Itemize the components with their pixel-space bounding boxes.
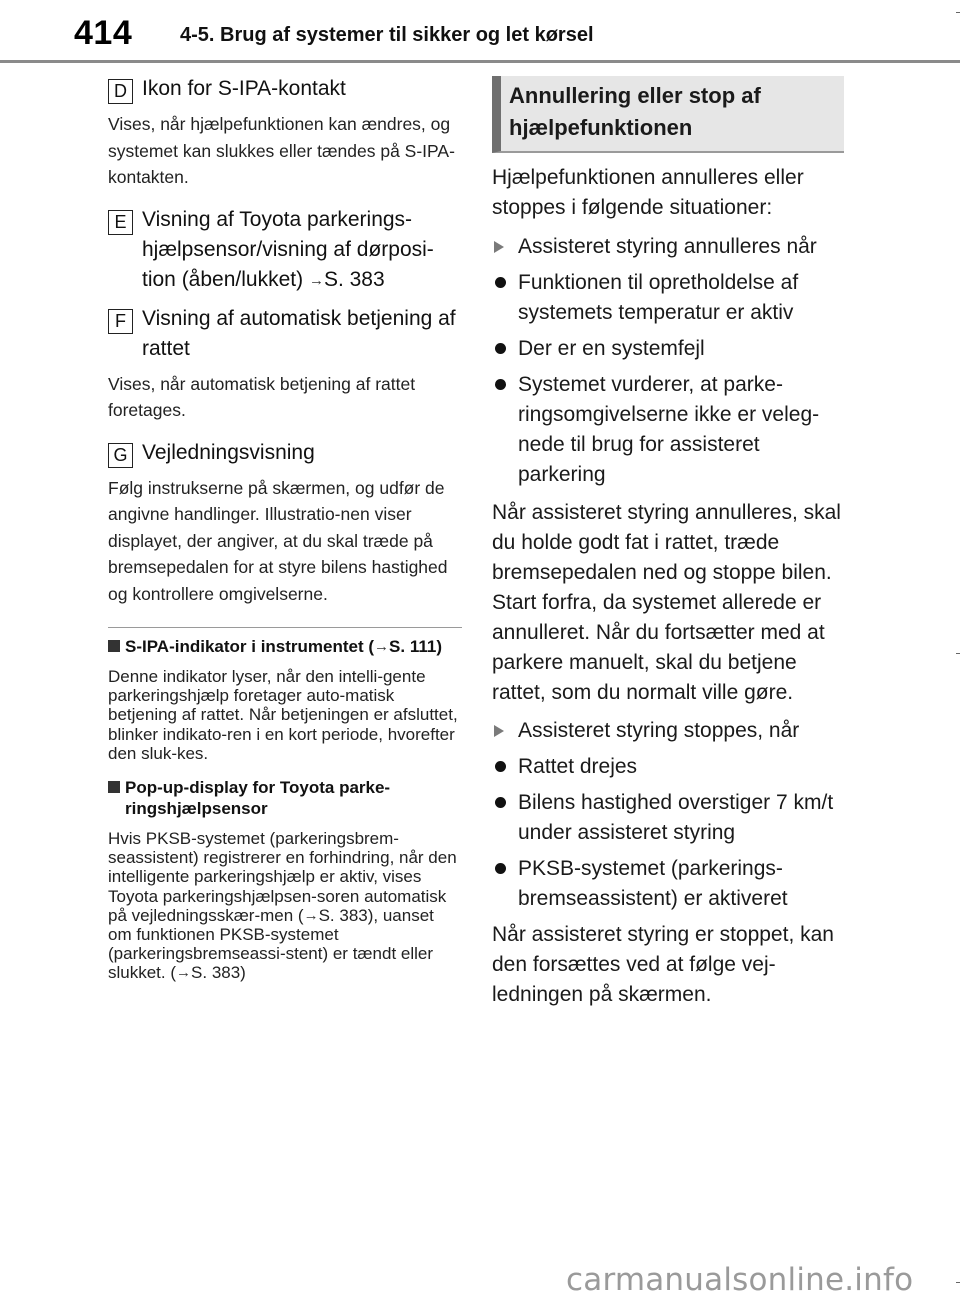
legend-item-d bbox=[108, 74, 462, 104]
left-column bbox=[108, 74, 462, 983]
edge-tick bbox=[956, 12, 960, 13]
legend-item-title: Visning af Toyota parkerings-hjælpsensor/visning af dørposi-tion (åben/lukket) bbox=[142, 207, 434, 291]
list-item bbox=[492, 752, 844, 782]
key-box-g: G bbox=[108, 443, 133, 468]
subsection-heading bbox=[108, 777, 462, 819]
page-number: 414 bbox=[74, 14, 133, 52]
subsection-body: Denne indikator lyser, når den intelli-gente parkeringshjælp foretager auto-matisk betjening af rattet. Når betjeningen er afsluttet, blinker indikato-ren i en kort periode, hvorefter den sluk-kes. bbox=[108, 667, 458, 763]
subsection-body bbox=[108, 829, 462, 983]
right-arrow-icon: → bbox=[303, 906, 319, 924]
list-item bbox=[492, 854, 844, 914]
legend-item-f bbox=[108, 304, 462, 364]
legend-item-title: Visning af automatisk betjening af rattet bbox=[142, 306, 456, 360]
list-item-text: Bilens hastighed overstiger 7 km/t under assisteret styring bbox=[518, 791, 834, 844]
list-item bbox=[492, 268, 844, 328]
legend-item-desc: Vises, når automatisk betjening af rattet foretages. bbox=[108, 373, 416, 420]
footer-watermark: carmanualsonline.info bbox=[566, 1262, 914, 1298]
list-item-text: Funktionen til opretholdelse af systemets temperatur er aktiv bbox=[518, 271, 799, 324]
key-box-e: E bbox=[108, 210, 133, 235]
bullet-icon bbox=[495, 343, 506, 354]
list-item-text: Systemet vurderer, at parke-ringsomgivelserne ikke er veleg-nede til brug for assisteret parkering bbox=[518, 373, 820, 486]
legend-item-e bbox=[108, 205, 462, 296]
lead-text: Assisteret styring annulleres når bbox=[518, 235, 817, 258]
key-box-d: D bbox=[108, 79, 133, 104]
legend-item-title: Ikon for S-IPA-kontakt bbox=[142, 77, 346, 100]
legend-item-desc: Følg instrukserne på skærmen, og udfør de angivne handlinger. Illustratio-nen viser displayet, der angiver, at du skal træde på bremsepedalen for at styre bilens hastighed og kontrollere omgivelserne. bbox=[108, 477, 448, 604]
list-item-text: Der er en systemfejl bbox=[518, 337, 705, 360]
right-arrow-icon: → bbox=[176, 964, 192, 982]
paragraph: Start forfra, da systemet allerede er annulleret. Når du fortsætter med at parkere manuelt, skal du betjene rattet, som du normalt ville gøre. bbox=[492, 591, 825, 704]
intro-paragraph: Hjælpefunktionen annulleres eller stoppes i følgende situationer: bbox=[492, 166, 804, 219]
legend-item-desc: Vises, når hjælpefunktionen kan ændres, og systemet kan slukkes eller tændes på S-IPA-kontakten. bbox=[108, 114, 455, 187]
triangle-icon bbox=[494, 725, 504, 737]
paragraph: Når assisteret styring annulleres, skal du holde godt fat i rattet, træde bremsepedalen ned og stoppe bilen. bbox=[492, 501, 841, 584]
list-item bbox=[492, 788, 844, 848]
body-text: Hvis PKSB-systemet (parkeringsbrem-seassistent) registrerer en forhindring, når den intelligente parkeringshjælp er aktiv, vises Toyota parkeringshjælpsen-soren automatisk på vejledningsskær-men ( bbox=[108, 829, 457, 925]
section-title: 4-5. Brug af systemer til sikker og let kørsel bbox=[180, 24, 594, 46]
header-rule bbox=[0, 60, 960, 63]
right-arrow-icon: → bbox=[308, 271, 324, 289]
page-header bbox=[0, 0, 960, 62]
legend-item-title: Vejledningsvisning bbox=[142, 440, 315, 464]
right-arrow-icon: → bbox=[374, 638, 390, 655]
section-heading: Annullering eller stop af hjælpefunktionen bbox=[492, 76, 844, 153]
edge-tick bbox=[956, 653, 960, 654]
bullet-icon bbox=[495, 797, 506, 808]
paragraph: Når assisteret styring er stoppet, kan den forsættes ved at følge vej-ledningen på skærmen. bbox=[492, 923, 834, 1006]
lead-text: Assisteret styring stoppes, når bbox=[518, 719, 800, 742]
square-icon bbox=[108, 640, 120, 652]
right-column bbox=[492, 76, 844, 1010]
square-icon bbox=[108, 781, 120, 793]
page-ref[interactable]: S. 383 bbox=[323, 267, 385, 291]
list-item-text: PKSB-systemet (parkerings-bremseassistent) er aktiveret bbox=[518, 857, 788, 910]
list-item bbox=[492, 370, 844, 490]
bullet-icon bbox=[495, 863, 506, 874]
subsection-title: Pop-up-display for Toyota parke-ringshjælpsensor bbox=[125, 778, 391, 819]
edge-tick bbox=[956, 1282, 960, 1283]
page-ref[interactable]: S. 383), uanset om funktionen PKSB-systemet (parkeringsbremseassi-stent) er tændt eller slukket. ( bbox=[108, 905, 434, 983]
list-item-text: Rattet drejes bbox=[518, 755, 638, 778]
triangle-icon bbox=[494, 241, 504, 253]
bullet-icon bbox=[495, 761, 506, 772]
lead-item bbox=[492, 232, 844, 262]
page-ref[interactable]: S. 111) bbox=[389, 637, 442, 656]
legend-item-g bbox=[108, 438, 462, 468]
list-item bbox=[492, 334, 844, 364]
page-ref[interactable]: S. 383) bbox=[191, 963, 246, 983]
lead-item bbox=[492, 716, 844, 746]
subsection-heading bbox=[108, 636, 462, 657]
subsection-title: S-IPA-indikator i instrumentet ( bbox=[125, 637, 375, 656]
section-divider bbox=[108, 627, 462, 628]
bullet-icon bbox=[495, 277, 506, 288]
bullet-icon bbox=[495, 379, 506, 390]
key-box-f: F bbox=[108, 309, 133, 334]
